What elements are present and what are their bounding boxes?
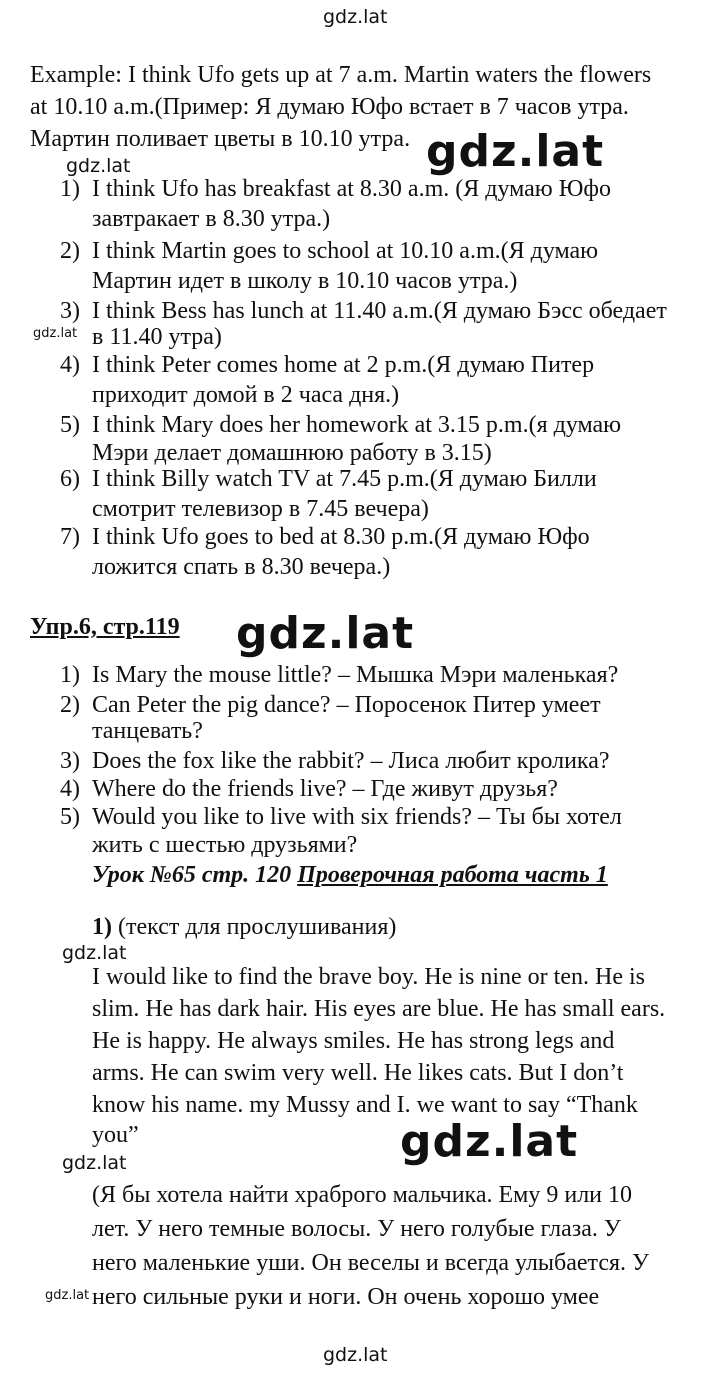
list-item: I think Ufo has breakfast at 8.30 a.m. (Я думаю Юфо: [92, 176, 611, 202]
list-number: 2): [60, 238, 80, 264]
list-number: 4): [60, 776, 80, 802]
translation-line: него маленькие уши. Он веселы и всегда улыбается. У: [92, 1250, 650, 1276]
list-item: Is Mary the mouse little? – Мышка Мэри маленькая?: [92, 662, 619, 688]
list-number: 3): [60, 298, 80, 324]
list-item-cont: жить с шестью друзьями?: [92, 832, 358, 858]
list-item: Would you like to live with six friends? – Ты бы хотел: [92, 804, 622, 830]
watermark: gdz.lat: [400, 1116, 579, 1167]
list-number: 1): [60, 662, 80, 688]
lesson-label: Урок №65 стр. 120: [92, 862, 298, 888]
watermark: gdz.lat: [62, 942, 127, 964]
example-line: Example: I think Ufo gets up at 7 a.m. Martin waters the flowers: [30, 62, 652, 88]
list-item-cont: завтракает в 8.30 утра.): [92, 206, 331, 232]
task-caption: [92, 912, 396, 942]
list-item-cont: ложится спать в 8.30 вечера.): [92, 554, 391, 580]
text-line: I would like to find the brave boy. He is nine or ten. He is: [92, 964, 645, 990]
text-line: you”: [92, 1122, 139, 1148]
text-line: He is happy. He always smiles. He has strong legs and: [92, 1028, 615, 1054]
list-item-cont: в 11.40 утра): [92, 324, 222, 350]
list-number: 3): [60, 748, 80, 774]
watermark: gdz.lat: [426, 126, 605, 177]
list-item: I think Billy watch TV at 7.45 p.m.(Я думаю Билли: [92, 466, 597, 492]
list-item-cont: приходит домой в 2 часа дня.): [92, 382, 400, 408]
watermark: gdz.lat: [323, 6, 388, 28]
list-item: Does the fox like the rabbit? – Лиса любит кролика?: [92, 748, 610, 774]
list-number: 2): [60, 692, 80, 718]
list-number: 6): [60, 466, 80, 492]
text-line: slim. He has dark hair. His eyes are blue. He has small ears.: [92, 996, 666, 1022]
list-item: Can Peter the pig dance? – Поросенок Питер умеет: [92, 692, 601, 718]
text-line: arms. He can swim very well. He likes cats. But I don’t: [92, 1060, 624, 1086]
translation-line: (Я бы хотела найти храброго мальчика. Ему 9 или 10: [92, 1182, 633, 1208]
watermark: gdz.lat: [236, 608, 415, 659]
list-number: 1): [60, 176, 80, 202]
watermark: gdz.lat: [323, 1344, 388, 1366]
list-number: 4): [60, 352, 80, 378]
list-item: Where do the friends live? – Где живут друзья?: [92, 776, 558, 802]
watermark: gdz.lat: [66, 155, 131, 177]
lesson-heading: [92, 860, 608, 890]
translation-line: него сильные руки и ноги. Он очень хорошо умее: [92, 1284, 600, 1310]
list-item: I think Martin goes to school at 10.10 a.m.(Я думаю: [92, 238, 599, 264]
list-item-cont: Мартин идет в школу в 10.10 часов утра.): [92, 268, 518, 294]
section-heading: Упр.6, стр.119: [30, 614, 180, 640]
watermark: gdz.lat: [45, 1288, 90, 1303]
list-item-cont: танцевать?: [92, 718, 203, 744]
list-item: I think Ufo goes to bed at 8.30 p.m.(Я думаю Юфо: [92, 524, 590, 550]
task-caption-text: (текст для прослушивания): [112, 914, 397, 940]
list-item: I think Peter comes home at 2 p.m.(Я думаю Питер: [92, 352, 595, 378]
example-line: Мартин поливает цветы в 10.10 утра.: [30, 126, 411, 152]
list-item: I think Mary does her homework at 3.15 p.m.(я думаю: [92, 412, 622, 438]
text-line: know his name. my Mussy and I. we want to say “Thank: [92, 1092, 638, 1118]
list-number: 5): [60, 804, 80, 830]
translation-line: лет. У него темные волосы. У него голубые глаза. У: [92, 1216, 621, 1242]
lesson-title: Проверочная работа часть 1: [297, 862, 608, 888]
watermark: gdz.lat: [33, 326, 78, 341]
list-item: I think Bess has lunch at 11.40 a.m.(Я думаю Бэсс обедает: [92, 298, 667, 324]
list-number: 7): [60, 524, 80, 550]
list-item-cont: смотрит телевизор в 7.45 вечера): [92, 496, 429, 522]
list-number: 5): [60, 412, 80, 438]
example-line: at 10.10 a.m.(Пример: Я думаю Юфо встает в 7 часов утра.: [30, 94, 629, 120]
list-item-cont: Мэри делает домашнюю работу в 3.15): [92, 440, 492, 466]
task-number: 1): [92, 914, 112, 940]
watermark: gdz.lat: [62, 1152, 127, 1174]
